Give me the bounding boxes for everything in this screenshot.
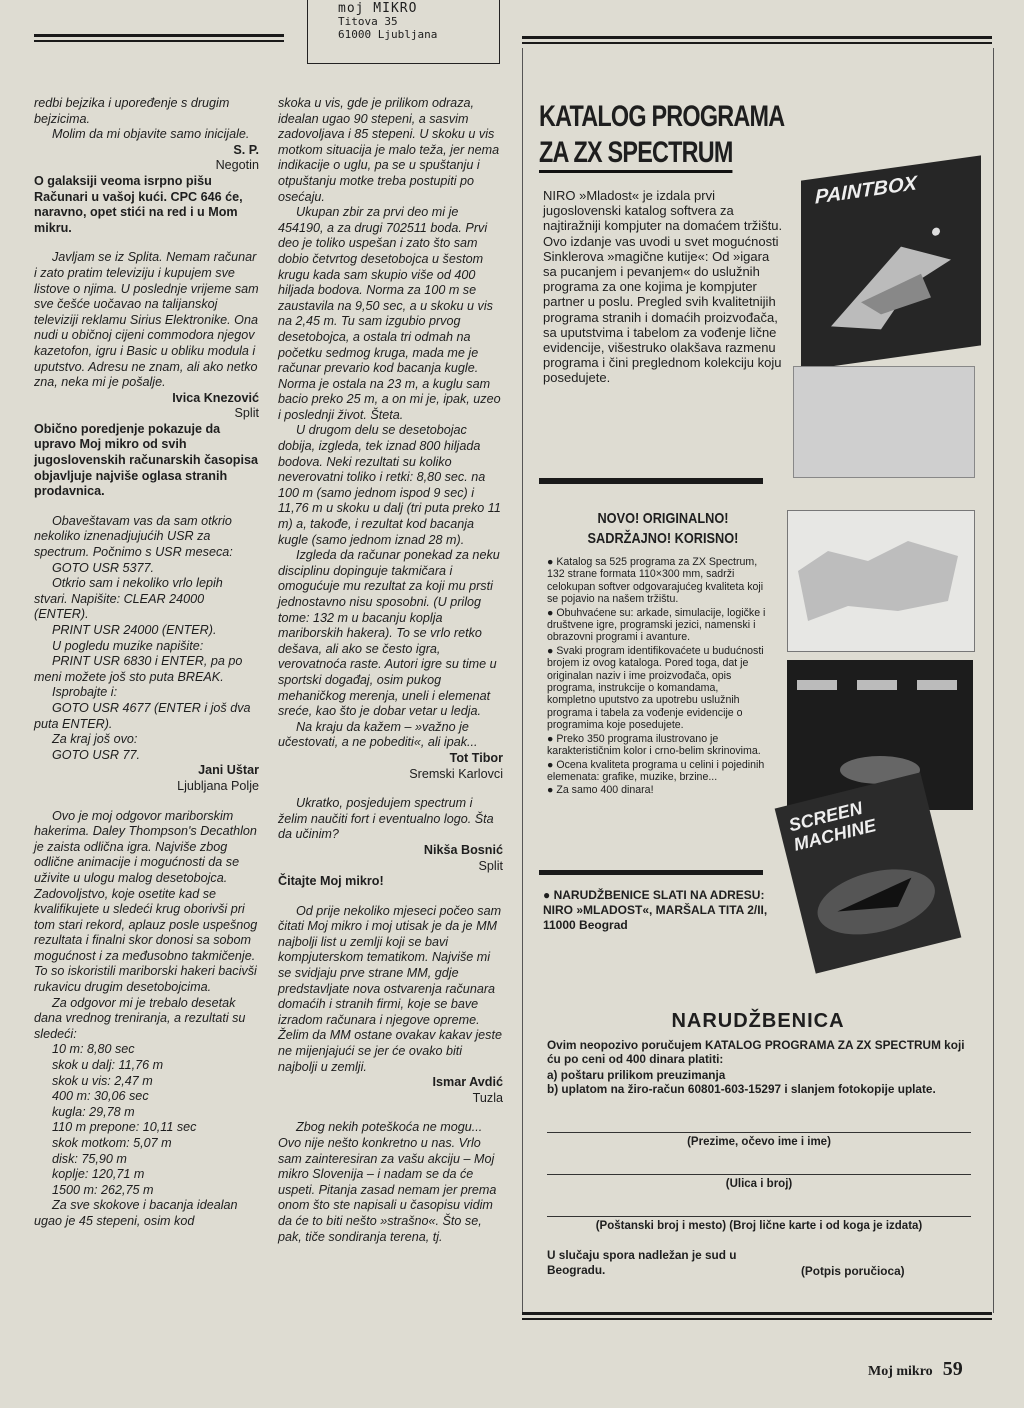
europe-map-illustration [788, 511, 974, 651]
aircraft-illustration [797, 841, 955, 962]
col2-paragraph [278, 1106, 503, 1120]
col2-paragraph: U drugom delu se desetobojac dobija, izgleda, tek iznad 800 hiljada bodova. Neki rezultati su koliko neverovatni toliko i retki: 8,80 sec. na 100 m (samo jednom ispod 9 sec) i 11,76 m u skoku u dalj (tri puta preko 11 m) a, takođe, i rezultat kod bacanja kugle (samo jednom iznad 28 m). [278, 423, 501, 547]
col1-paragraph: 10 m: 8,80 sec [52, 1042, 135, 1057]
col1-paragraph: Ljubljana Polje [177, 778, 259, 793]
stamp-line-3: 61000 Ljubljana [338, 28, 438, 41]
ad-bullet-item [547, 607, 767, 644]
catalog-advertisement [522, 48, 994, 1313]
col1-paragraph: redbi bejzika i upoređenje s drugim bejzicima. [34, 96, 230, 126]
letters-column-2 [278, 96, 503, 1245]
order-form-title: NARUDŽBENICA [671, 1010, 845, 1032]
ad-headline-1: NOVO! ORIGINALNO! [597, 510, 729, 527]
address-stamp [307, 0, 500, 64]
jet-illustration [811, 197, 971, 359]
bullet-icon: ● [547, 606, 557, 619]
col1-paragraph: Ovo je moj odgovor mariborskim hakerima. Daley Thompson's Decathlon je zaista odlična igra. Najviše zbog odlične animacije i mogućnosti da se uživite u ulogu malog desetobojca. Zadovoljstvo, koje osetite kad se kvalifikujete u sledeći krug oborivši pri tom stari rekord, aplauz posle uspešnog rezultata i finalni skor donosi sa sobom mogućnost i za međusobno takmičenje. To so iskoristili mariborski hakeri bacivši rukavicu drugim desetobojcima. [34, 808, 258, 995]
ad-bullet-item [547, 784, 767, 796]
col2-paragraph: Tuzla [472, 1090, 503, 1105]
ad-bullet-text: Obuhvaćene su: arkade, simulacije, logičke i društvene igre, programski jezici, namenski i obrazovni programi i avanture. [547, 606, 766, 644]
col2-paragraph: Od prije nekoliko mjeseci počeo sam čitati Moj mikro i moj utisak je da je MM najbolji list u zemlji koji se bavi kompjuterskom tematikom. Najviše mi se svidjaju prve strane MM, gdje predstavljate nova ostvarenja računara domaćih i stranih firmi, koje se bave izradom računara i njegove opreme. Želim da MM ostane ovakav kakav jeste ne mijenjajući se jer će ovako biti najbolji u zemlji. [278, 903, 502, 1074]
form-line-name [547, 1132, 971, 1133]
col1-paragraph: skok motkom: 5,07 m [52, 1136, 172, 1150]
top-rule-right-2 [522, 42, 992, 44]
order-option-b: b) uplatom na žiro-račun 60801-603-15297 i slanjem fotokopije uplate. [547, 1082, 936, 1096]
ad-bullet-text: Katalog sa 525 programa za ZX Spectrum, 132 strane formata 110×300 mm, sadrži celokupan softver odgovarajućeg kvaliteta koji se pojavio na našem tržištu. [547, 556, 764, 606]
top-rule-right [522, 36, 992, 39]
col1-paragraph: S. P. [233, 142, 259, 157]
col1-paragraph [34, 500, 259, 514]
col1-paragraph: Obično poredjenje pokazuje da upravo Moj mikro od svih jugoslovenskih računarskih časopisa objavljuje najviše oglasa stranih prodavnica. [34, 421, 258, 499]
col1-paragraph: Split [234, 406, 259, 421]
col1-paragraph: GOTO USR 5377. [52, 560, 154, 575]
col1-paragraph: koplje: 120,71 m [52, 1167, 145, 1182]
footer-magazine-name: Moj mikro [868, 1364, 933, 1379]
bullet-icon: ● [547, 758, 557, 771]
col2-paragraph: Zbog nekih poteškoća ne mogu... Ovo nije nešto konkretno u nas. Vrlo sam zainteresiran za vašu akciju – Moj mikro Slovenija – i nadam se da će uspeti. Pitanja zasad nemam jer prema onom što ste napisali u časopisu vidim da će to biti nešto »strašno«. Što se, pak, tiče sondiranja terena, tj. [278, 1120, 497, 1244]
col2-paragraph: Ukratko, posjedujem spectrum i želim naučiti fort i eventualno logo. Šta da učinim? [278, 796, 494, 842]
col1-paragraph: U pogledu muzike napišite: [52, 638, 204, 653]
col1-paragraph: 110 m prepone: 10,11 sec [52, 1120, 197, 1135]
col2-paragraph [278, 890, 503, 904]
ad-bottom-rule [522, 1312, 992, 1315]
ad-title-line-1: KATALOG PROGRAMA [539, 100, 785, 133]
col2-paragraph: Na kraju da kažem – »važno je učestovati, a ne pobediti«, ali ipak... [278, 719, 478, 750]
col2-paragraph: Split [478, 858, 503, 873]
col1-paragraph: 400 m: 30,06 sec [52, 1089, 149, 1104]
col1-paragraph: Negotin [215, 158, 259, 173]
col1-paragraph: GOTO USR 77. [52, 747, 140, 762]
col1-paragraph: Molim da mi objavite samo inicijale. [52, 127, 250, 142]
col2-paragraph: Nikša Bosnić [423, 842, 503, 857]
col1-paragraph: PRINT USR 24000 (ENTER). [52, 623, 217, 637]
bullet-icon: ● [547, 556, 557, 568]
col1-paragraph: Javljam se iz Splita. Nemam računar i zato pratim televiziju i kupujem sve listove o njima. U poslednje vrijeme sam sve češće uočavao na talijanskoj televiziji reklamu Sirius Elektronike. Ona nudi u običnoj cijeni commodora njegov kazetofon, igru i Basic u obliku modula i uputstvo. Adresu ne znam, ali ako netko zna, neka mi je pošalje. [34, 250, 259, 390]
col2-paragraph [278, 782, 503, 796]
col1-paragraph [34, 236, 259, 250]
page-footer [868, 1358, 963, 1381]
form-field-post: (Poštanski broj i mesto) (Broj lične karte i od koga je izdata) [595, 1220, 923, 1232]
ad-intro-text: NIRO »Mladost« je izdala prvi jugoslovenski katalog softvera za najtiražniji kompjuter na domaćem tržištu. Ovo izdanje vas uvodi u svet mogućnosti Sinklerova »magične kutije«: Od »igara sa pucanjem i pevanjem« do uslužnih programa za one kojima je kompjuter partner u poslu. Pregled svih kvalitetnijih programa stranih i domaćih proizvođača, sa uputstvima i tabelom za vođenje lične evidencije, višestruko olakšava razmenu programa i čini preglednom kolekciju koju posedujete. [543, 188, 783, 386]
col2-paragraph: Čitajte Moj mikro! [278, 874, 384, 889]
ad-bullet-text: Ocena kvaliteta programa u celini i pojedinih elemenata: grafike, muzike, brzine... [547, 758, 765, 783]
col1-paragraph: Za odgovor mi je trebalo desetak dana vrednog treniranja, a rezultati su sledeći: [34, 995, 246, 1041]
bullet-icon: ● [547, 732, 557, 745]
col1-paragraph: Otkrio sam i nekoliko vrlo lepih stvari. Napišite: CLEAR 24000 (ENTER). [34, 576, 223, 622]
col1-paragraph [34, 795, 259, 809]
stamp-line-1: moj MIKRO [338, 1, 418, 16]
ad-mid-rule [539, 478, 763, 484]
ad-bullet-text: Za samo 400 dinara! [556, 784, 654, 797]
ad-bullet-item [547, 645, 767, 732]
top-rule-left [34, 34, 284, 37]
col2-paragraph: Izgleda da računar ponekad za neku disciplinu dopinguje takmičara i omogućuje mu rezultat za koji mu prsti jednostavno nisu sposobni. (U prilog tome: 132 m u bacanju koplja mariborskih hakera). To se vrlo retko dešava, ali ako se često igra, verovatnoća raste. Autori igre su time u sportski događaj, osim pukog mehaničkog merenja, uneli i elemenat sreće, kao što je dobar vetar u ledja. [278, 548, 500, 719]
col1-paragraph: skok u dalj: 11,76 m [52, 1058, 164, 1073]
ad-headline-2: SADRŽAJNO! KORISNO! [587, 530, 739, 547]
screen-machine-box-label: SCREEN MACHINE [786, 797, 878, 855]
form-line-street [547, 1174, 971, 1175]
form-line-post [547, 1216, 971, 1217]
map-screenshot [787, 510, 975, 652]
ad-rule-order [539, 870, 763, 875]
col2-paragraph: Ismar Avdić [432, 1075, 503, 1090]
ad-bottom-rule-2 [522, 1318, 992, 1320]
ad-bullet-item [547, 556, 767, 606]
col1-paragraph: Jani Uštar [198, 763, 259, 778]
catalog-page-image [793, 366, 975, 478]
form-dispute-note: U slučaju spora nadležan je sud u Beogradu. [547, 1248, 737, 1277]
col1-paragraph: kugla: 29,78 m [52, 1104, 135, 1119]
paintbox-box-image [801, 155, 981, 370]
letters-column-1 [34, 96, 259, 1230]
form-signature: (Potpis poručioca) [801, 1264, 905, 1278]
col1-paragraph: PRINT USR 6830 i ENTER, pa po meni možete još sto puta BREAK. [34, 654, 243, 684]
ad-order-note: ● NARUDŽBENICE SLATI NA ADRESU: NIRO »MLADOST«, MARŠALA TITA 2/II, 11000 Beograd [543, 888, 768, 932]
ad-bullet-list [547, 556, 767, 798]
col1-paragraph: disk: 75,90 m [52, 1151, 127, 1166]
col1-paragraph: Ivica Knezović [172, 390, 259, 405]
col1-paragraph: skok u vis: 2,47 m [52, 1073, 153, 1088]
ad-bullet-item [547, 733, 767, 758]
col1-paragraph: GOTO USR 4677 (ENTER i još dva puta ENTER). [34, 700, 251, 731]
ad-bullet-text: Svaki program identifikovaćete u budućnosti brojem iz ovog kataloga. Pored toga, dat je originalan naziv i ime proizvođača, opis programa, instrukcije o komandama, kompletno uputstvo za upotrebu uslužnih programa i tabela za vođenje evidencije o programima koje posedujete. [547, 644, 764, 732]
paintbox-box-label: PAINTBOX [815, 172, 917, 209]
col2-paragraph: Tot Tibor [449, 750, 503, 765]
col1-paragraph: O galaksiji veoma isrpno pišu Računari u vašoj kući. CPC 646 će, naravno, opet stići na red i u Mom mikru. [34, 173, 243, 235]
col1-paragraph: Obaveštavam vas da sam otkrio nekoliko iznenadjujućih USR za spectrum. Počnimo s USR meseca: [34, 513, 233, 560]
order-form-text: Ovim neopozivo poručujem KATALOG PROGRAMA ZA ZX SPECTRUM koji ću po ceni od 400 dinara platiti: [547, 1038, 965, 1066]
page-number: 59 [942, 1358, 963, 1380]
order-option-a: a) poštaru prilikom preuzimanja [547, 1068, 726, 1082]
bullet-icon: ● [547, 784, 557, 797]
stamp-line-2: Titova 35 [338, 15, 398, 28]
form-field-street: (Ulica i broj) [725, 1178, 793, 1190]
ad-title-line-2: ZA ZX SPECTRUM [539, 136, 733, 173]
col1-paragraph: Za kraj još ovo: [52, 732, 138, 747]
form-field-name: (Prezime, očevo ime i ime) [687, 1136, 831, 1148]
ad-bullet-item [547, 759, 767, 784]
bullet-icon: ● [547, 644, 557, 657]
col1-paragraph: Za sve skokove i bacanja idealan ugao je 45 stepeni, osim kod [34, 1198, 238, 1228]
col2-paragraph: skoka u vis, gde je prilikom odraza, idealan ugao 90 stepeni, a sasvim zadovoljava i 85 stepeni. U skoku u vis motkom situacija je malo teža, jer nema indikacije o uglu, pa se u spuštanju i otpuštanju motke treba postupiti po osećaju. [278, 96, 500, 204]
col1-paragraph: 1500 m: 262,75 m [52, 1182, 154, 1197]
top-rule-left-2 [34, 40, 284, 42]
col1-paragraph: Isprobajte i: [52, 685, 118, 700]
col2-paragraph: Ukupan zbir za prvi deo mi je 454190, a za drugi 702511 boda. Prvi deo je toliko uspešan i zato što sam dobio četvrtog desetobojca u šestom krugu kada sam skupio više od 400 hiljada bodova. Norma za 100 m se zaustavila na 9,50 sec, a u skoku u vis na 2,45 m. Tu sam izgubio prvog desetobojca, a ostala tri odmah na početku sedmog kruga, mada me je računar prevario kod bacanja kugle. Norma je ostala na 23 m, a kuglu sam bacio preko 25 m, a on mi je, ipak, uzeo i poslednji život. Šteta. [278, 205, 501, 422]
ad-bullet-text: Preko 350 programa ilustrovano je karakterističnim kolor i crno-belim skrinovima. [547, 732, 761, 758]
col2-paragraph: Sremski Karlovci [409, 766, 503, 781]
